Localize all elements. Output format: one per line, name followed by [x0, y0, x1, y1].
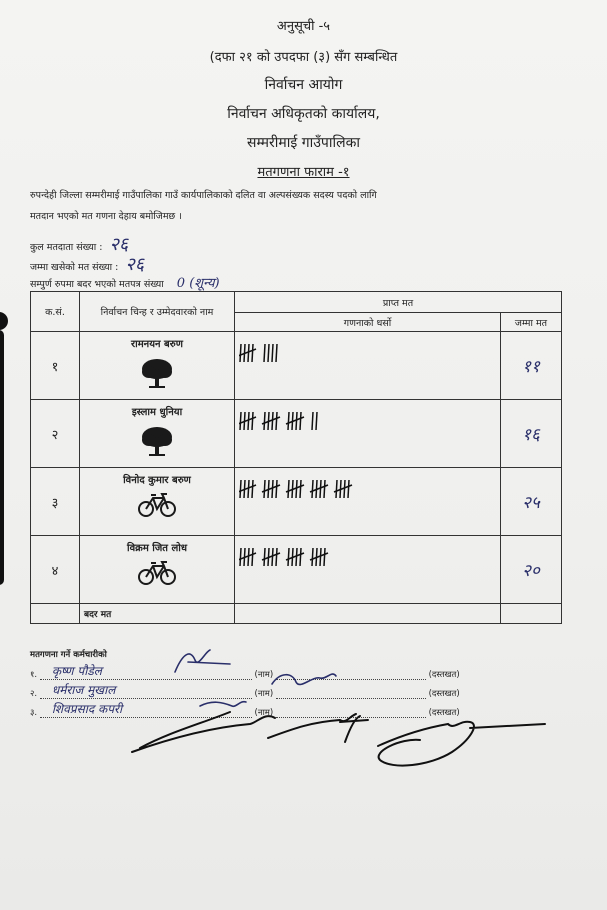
- row-serial: ३: [31, 468, 80, 536]
- staff-signature: [200, 702, 246, 707]
- staff-name: शिवप्रसाद कपरी: [51, 702, 123, 716]
- row-serial: १: [31, 332, 80, 400]
- ballots-cast-value: २६: [125, 254, 145, 275]
- candidate-name: इस्लाम धुनिया: [131, 407, 183, 418]
- row-serial: ४: [31, 536, 80, 604]
- schedule-number: अनुसूची -५: [276, 19, 331, 34]
- row-total: २०: [501, 536, 562, 604]
- header-serial: क.सं.: [31, 292, 80, 332]
- staff-name: कृष्ण पौडेल: [51, 664, 102, 678]
- invalid-ballots-value: 0 (शून्य): [176, 276, 220, 291]
- intro-line-1: रुपन्देही जिल्ला सम्मरीमाई गाउँपालिका गाउँ कार्यपालिकाको दलित वा अल्पसंख्यक सदस्य पदको लागि: [30, 190, 377, 201]
- commission-name: निर्वाचन आयोग: [264, 77, 343, 93]
- staff-serial: १.: [30, 670, 38, 680]
- header-votes-received: प्राप्त मत: [235, 292, 562, 313]
- staff-name: धर्मराज मुखाल: [51, 683, 116, 697]
- row-total: २५: [501, 468, 562, 536]
- total-voters-value: २६: [109, 234, 129, 255]
- staff-serial: ३.: [30, 708, 38, 718]
- counting-staff-heading: मतगणना गर्ने कर्मचारीको: [30, 650, 107, 660]
- sign-label: (दस्तखत): [428, 708, 460, 718]
- rule-reference: (दफा २१ को उपदफा (३) सँग सम्बन्धित: [209, 50, 398, 65]
- name-label: (नाम): [254, 708, 274, 718]
- office-name: निर्वाचन अधिकृतको कार्यालय,: [227, 106, 380, 122]
- official-signature: [268, 714, 356, 738]
- official-signature: [340, 716, 368, 742]
- official-signature: [378, 722, 545, 766]
- form-title: मतगणना फाराम -१: [257, 165, 350, 180]
- row-total: १६: [501, 400, 562, 468]
- header-candidate: निर्वाचन चिन्ह र उम्मेदवारको नाम: [80, 292, 235, 332]
- header-tally: गणनाको धर्सो: [235, 313, 501, 332]
- official-signature: [132, 712, 275, 752]
- name-label: (नाम): [254, 689, 274, 699]
- intro-line-2: मतदान भएको मत गणना देहाय बमोजिमछ ।: [30, 211, 182, 222]
- staff-signature: [272, 674, 336, 684]
- row-serial: २: [31, 400, 80, 468]
- sign-label: (दस्तखत): [428, 670, 460, 680]
- sign-label: (दस्तखत): [428, 689, 460, 699]
- candidate-name: विनोद कुमार बरुण: [123, 475, 191, 486]
- header-total: जम्मा मत: [501, 313, 562, 332]
- municipality-name: सम्मरीमाई गाउँपालिका: [247, 135, 360, 151]
- candidate-name: रामनयन बरुण: [131, 339, 183, 350]
- row-total: ११: [501, 332, 562, 400]
- invalid-votes-label: बदर मत: [80, 604, 235, 624]
- invalid-ballots-label: सम्पुर्ण रुपमा बदर भएको मतपत्र संख्या: [30, 279, 164, 290]
- name-label: (नाम): [254, 670, 274, 680]
- staff-signature: [175, 650, 230, 672]
- total-voters-label: कुल मतदाता संख्या :: [30, 242, 103, 253]
- ballots-cast-label: जम्मा खसेको मत संख्या :: [30, 262, 119, 273]
- staff-serial: २.: [30, 689, 38, 699]
- candidate-name: विक्रम जित लोध: [126, 543, 187, 554]
